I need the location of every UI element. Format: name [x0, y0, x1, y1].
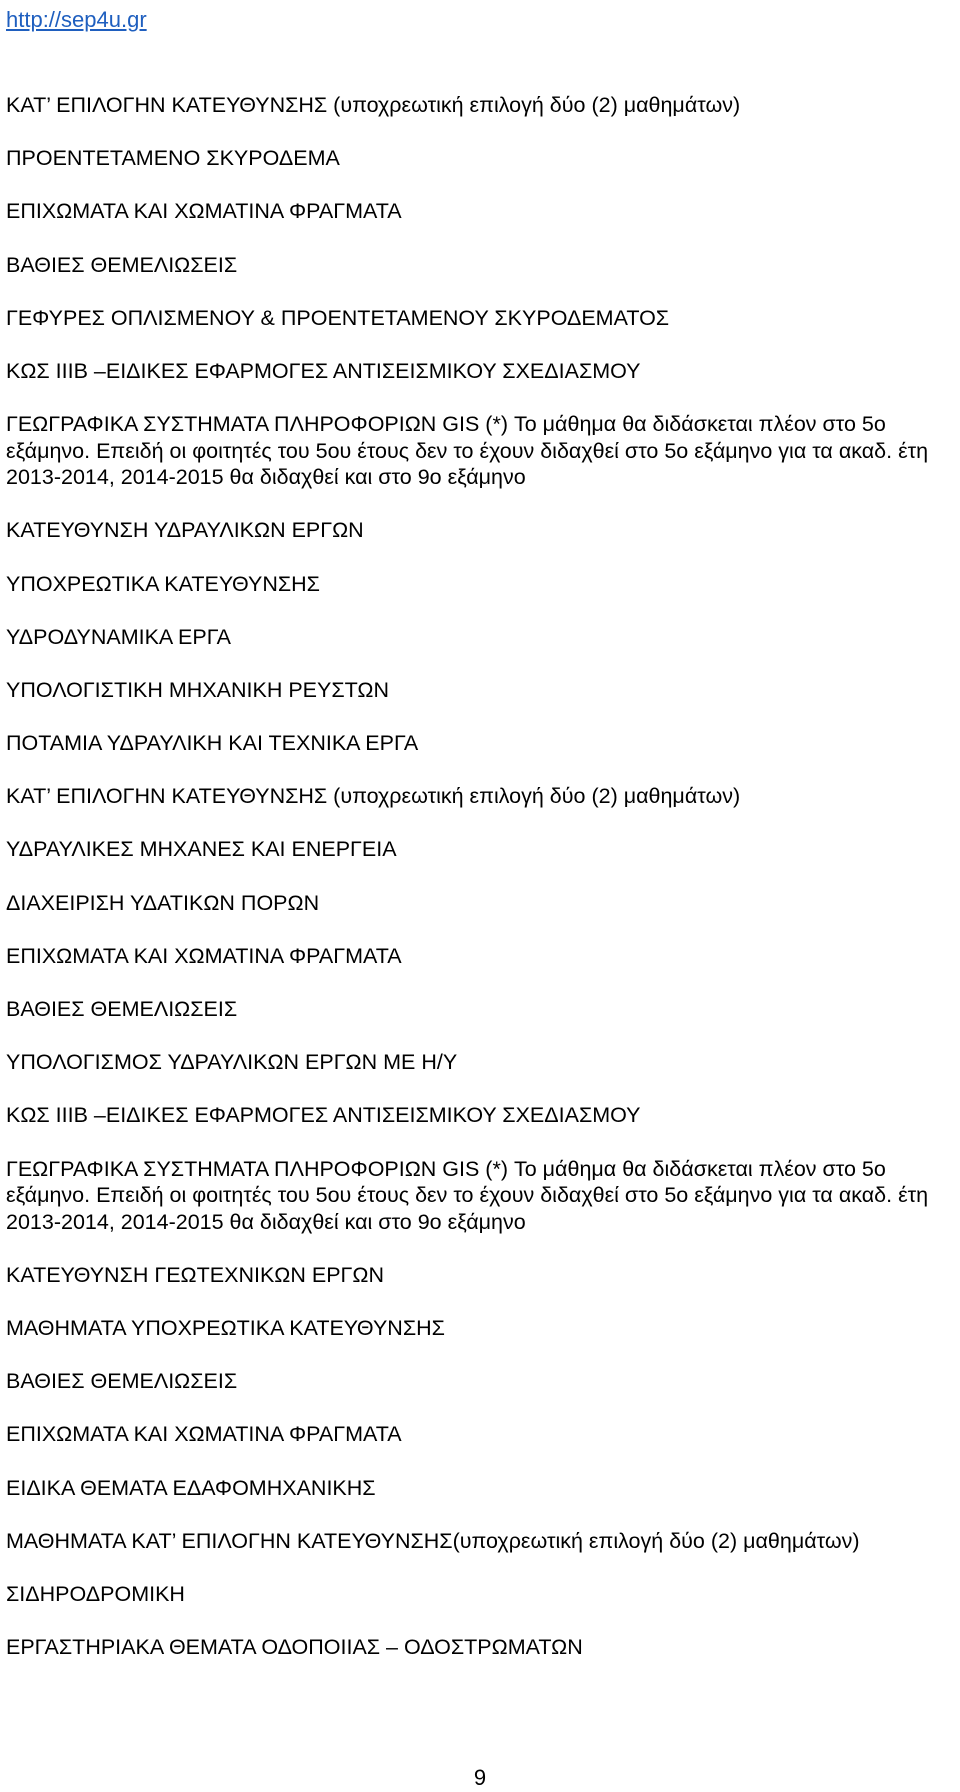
- course-line: ΚΩΣ ΙΙΙΒ –ΕΙΔΙΚΕΣ ΕΦΑΡΜΟΓΕΣ ΑΝΤΙΣΕΙΣΜΙΚΟΥ ΣΧΕΔΙΑΣΜΟΥ: [6, 1103, 641, 1128]
- page-number: 9: [473, 1765, 487, 1790]
- section-heading: ΚΑΤΕΥΘΥΝΣΗ ΓΕΩΤΕΧΝΙΚΩΝ ΕΡΓΩΝ: [6, 1262, 384, 1287]
- subsection-heading: ΜΑΘΗΜΑΤΑ ΚΑΤ’ ΕΠΙΛΟΓΗΝ ΚΑΤΕΥΘΥΝΣΗΣ(υποχρεωτική επιλογή δύο (2) μαθημάτων): [6, 1528, 860, 1553]
- course-line: ΠΟΤΑΜΙΑ ΥΔΡΑΥΛΙΚΗ ΚΑΙ ΤΕΧΝΙΚΑ ΕΡΓΑ: [6, 731, 419, 756]
- course-note-paragraph: ΓΕΩΓΡΑΦΙΚΑ ΣΥΣΤΗΜΑΤΑ ΠΛΗΡΟΦΟΡΙΩΝ GIS (*) Το μάθημα θα διδάσκεται πλέον στο 5ο εξάμηνο. Επειδή οι φοιτητές του 5ου έτους δεν το έχουν διδαχθεί στο 5ο εξάμηνο για τα ακαδ. έτη 2013-2014, 2014-2015 θα διδαχθεί και στο 9ο εξάμηνο: [6, 1156, 929, 1234]
- header-link[interactable]: http://sep4u.gr: [6, 7, 147, 32]
- course-line: ΒΑΘΙΕΣ ΘΕΜΕΛΙΩΣΕΙΣ: [6, 997, 238, 1021]
- course-note-paragraph: ΓΕΩΓΡΑΦΙΚΑ ΣΥΣΤΗΜΑΤΑ ΠΛΗΡΟΦΟΡΙΩΝ GIS (*) Το μάθημα θα διδάσκεται πλέον στο 5ο εξάμηνο. Επειδή οι φοιτητές του 5ου έτους δεν το έχουν διδαχθεί στο 5ο εξάμηνο για τα ακαδ. έτη 2013-2014, 2014-2015 θα διδαχθεί και στο 9ο εξάμηνο: [6, 412, 929, 490]
- subsection-heading: ΥΠΟΧΡΕΩΤΙΚΑ ΚΑΤΕΥΘΥΝΣΗΣ: [6, 571, 320, 596]
- course-line: ΕΠΙΧΩΜΑΤΑ ΚΑΙ ΧΩΜΑΤΙΝΑ ΦΡΑΓΜΑΤΑ: [6, 199, 402, 224]
- course-line: ΥΠΟΛΟΓΙΣΜΟΣ ΥΔΡΑΥΛΙΚΩΝ ΕΡΓΩΝ ΜΕ Η/Υ: [6, 1050, 458, 1075]
- course-line: ΥΔΡΑΥΛΙΚΕΣ ΜΗΧΑΝΕΣ ΚΑΙ ΕΝΕΡΓΕΙΑ: [6, 837, 397, 862]
- document-page: [6, 0, 954, 1687]
- course-line: ΕΠΙΧΩΜΑΤΑ ΚΑΙ ΧΩΜΑΤΙΝΑ ΦΡΑΓΜΑΤΑ: [6, 1422, 402, 1447]
- course-list: [6, 92, 954, 1661]
- course-line: ΥΔΡΟΔΥΝΑΜΙΚΑ ΕΡΓΑ: [6, 624, 231, 649]
- course-line: ΔΙΑΧΕΙΡΙΣΗ ΥΔΑΤΙΚΩΝ ΠΟΡΩΝ: [6, 890, 320, 915]
- course-line: ΒΑΘΙΕΣ ΘΕΜΕΛΙΩΣΕΙΣ: [6, 252, 238, 277]
- subsection-heading: ΚΑΤ’ ΕΠΙΛΟΓΗΝ ΚΑΤΕΥΘΥΝΣΗΣ (υποχρεωτική επιλογή δύο (2) μαθημάτων): [6, 784, 741, 809]
- course-line: ΠΡΟΕΝΤΕΤΑΜΕΝΟ ΣΚΥΡΟΔΕΜΑ: [6, 146, 340, 171]
- course-line: ΥΠΟΛΟΓΙΣΤΙΚΗ ΜΗΧΑΝΙΚΗ ΡΕΥΣΤΩΝ: [6, 677, 390, 702]
- course-line: ΕΠΙΧΩΜΑΤΑ ΚΑΙ ΧΩΜΑΤΙΝΑ ΦΡΑΓΜΑΤΑ: [6, 943, 402, 968]
- course-line: ΚΩΣ ΙΙΙΒ –ΕΙΔΙΚΕΣ ΕΦΑΡΜΟΓΕΣ ΑΝΤΙΣΕΙΣΜΙΚΟΥ ΣΧΕΔΙΑΣΜΟΥ: [6, 358, 641, 383]
- section-heading: ΚΑΤΕΥΘΥΝΣΗ ΥΔΡΑΥΛΙΚΩΝ ΕΡΓΩΝ: [6, 518, 364, 543]
- course-line: ΕΙΔΙΚΑ ΘΕΜΑΤΑ ΕΔΑΦΟΜΗΧΑΝΙΚΗΣ: [6, 1475, 376, 1500]
- course-line: ΕΡΓΑΣΤΗΡΙΑΚΑ ΘΕΜΑΤΑ ΟΔΟΠΟΙΙΑΣ – ΟΔΟΣΤΡΩΜΑΤΩΝ: [6, 1635, 583, 1660]
- course-line: ΚΑΤ’ ΕΠΙΛΟΓΗΝ ΚΑΤΕΥΘΥΝΣΗΣ (υποχρεωτική επιλογή δύο (2) μαθημάτων): [6, 93, 741, 117]
- course-line: ΓΕΦΥΡΕΣ ΟΠΛΙΣΜΕΝΟΥ & ΠΡΟΕΝΤΕΤΑΜΕΝΟΥ ΣΚΥΡΟΔΕΜΑΤΟΣ: [6, 305, 670, 330]
- course-line: ΒΑΘΙΕΣ ΘΕΜΕΛΙΩΣΕΙΣ: [6, 1369, 238, 1394]
- subsection-heading: ΜΑΘΗΜΑΤΑ ΥΠΟΧΡΕΩΤΙΚΑ ΚΑΤΕΥΘΥΝΣΗΣ: [6, 1315, 445, 1340]
- course-line: ΣΙΔΗΡΟΔΡΟΜΙΚΗ: [6, 1581, 185, 1606]
